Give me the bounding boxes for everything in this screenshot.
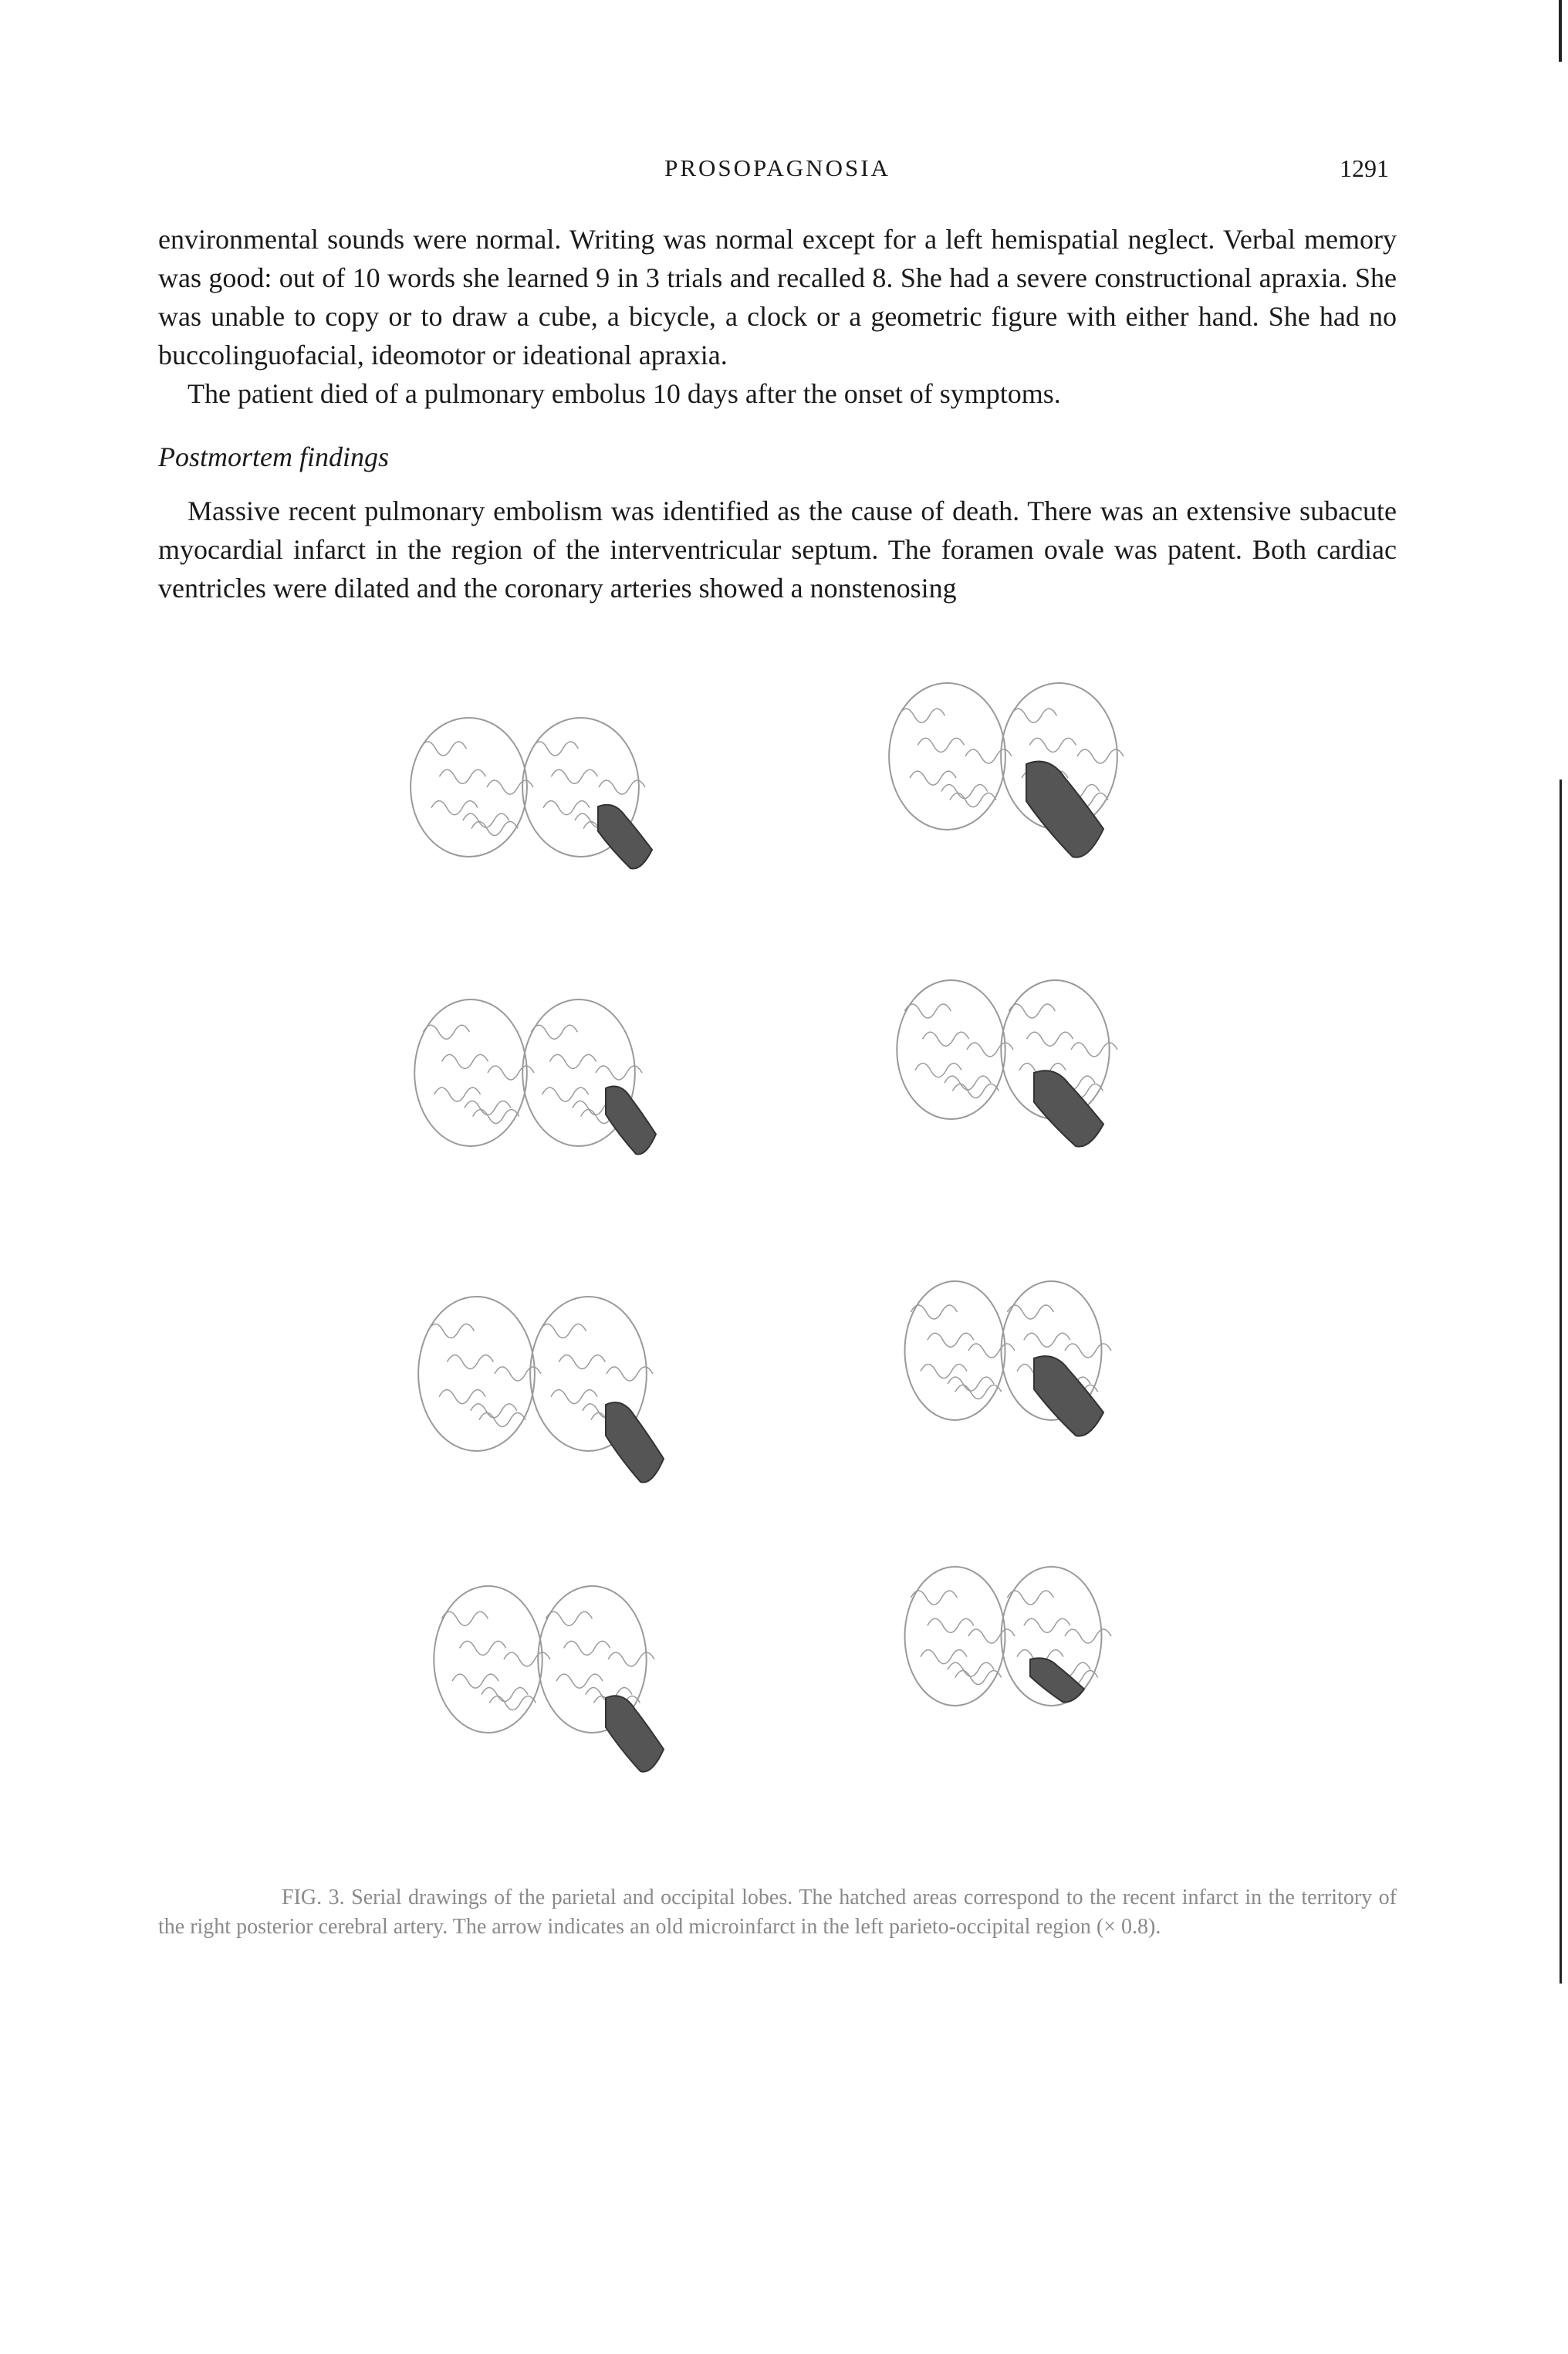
gyrus-contour (967, 1043, 1013, 1057)
brain-section-3 (414, 999, 656, 1155)
gyrus-contour (968, 1629, 1015, 1643)
gyrus-contour (928, 1618, 974, 1632)
gyrus-contour (423, 1025, 469, 1039)
gyrus-contour (948, 1662, 994, 1676)
gyrus-contour (434, 1087, 481, 1101)
gyrus-contour (531, 1025, 577, 1039)
gyrus-contour (921, 1650, 967, 1664)
brain-section-4 (897, 980, 1117, 1147)
gyrus-contour (463, 813, 509, 827)
gyrus-contour (608, 1652, 654, 1666)
gyrus-contour (439, 769, 485, 783)
gyrus-contour (1029, 738, 1076, 752)
section-heading: Postmortem findings (158, 441, 390, 472)
left-hemisphere-outline (418, 1297, 535, 1451)
gyrus-contour (928, 1333, 974, 1347)
gyrus-contour (1010, 709, 1056, 722)
gyrus-contour (504, 1652, 550, 1666)
gyrus-contour (431, 801, 478, 815)
gyrus-contour (911, 1305, 957, 1319)
gyrus-contour (1007, 1305, 1053, 1319)
gyrus-contour (543, 801, 590, 815)
infarct-area (1034, 1356, 1103, 1436)
gyrus-contour (1065, 1629, 1111, 1643)
gyrus-contour (968, 1344, 1015, 1358)
infarct-area (598, 805, 652, 869)
gyrus-contour (1071, 1043, 1117, 1057)
gyrus-contour (950, 793, 996, 807)
gyrus-contour (945, 1076, 991, 1090)
gyrus-contour (546, 1612, 592, 1625)
gyrus-contour (564, 1641, 610, 1655)
figure-caption: FIG. 3. Serial drawings of the parietal and occipital lobes. The hatched areas correspond to the recent infarct in the territory of the right posterior cerebral artery. The arrow indicates an old microinfarct in the left parieto-occipital region (× 0.8). (158, 1886, 1397, 1939)
gyrus-contour (941, 785, 988, 799)
gyrus-contour (452, 1674, 498, 1688)
gyrus-contour (948, 1377, 994, 1391)
gyrus-contour (1009, 1004, 1055, 1018)
brain-section-5 (418, 1297, 664, 1483)
brain-section-figure (293, 641, 1281, 2354)
gyrus-contour (917, 738, 964, 752)
scan-edge-mark (1560, 780, 1562, 1984)
gyrus-contour (556, 1674, 603, 1688)
gyrus-contour (551, 769, 597, 783)
left-hemisphere-outline (897, 980, 1005, 1119)
gyrus-contour (539, 1324, 586, 1338)
gyrus-contour (550, 1054, 596, 1068)
gyrus-contour (898, 709, 945, 722)
gyrus-contour (471, 822, 518, 836)
body-text (158, 220, 1397, 607)
infarct-area (1030, 1658, 1084, 1702)
gyrus-contour (910, 771, 956, 785)
gyrus-contour (482, 1688, 528, 1702)
gyrus-contour (427, 1324, 474, 1338)
gyrus-contour (479, 1412, 525, 1426)
paragraph: Massive recent pulmonary embolism was identified as the cause of death. There was an extensive subacute myocardial infarct in the region of the interventricular septum. The foramen ovale was patent. Both cardiac ventricles were dilated and the coronary arteries showed a nonstenosing (158, 495, 1397, 604)
gyrus-contour (532, 742, 578, 756)
paragraph: environmental sounds were normal. Writing was normal except for a left hemispatial neglect. Verbal memory was good: out of 10 words she learned 9 in 3 trials and recalled 8. She had a severe constructional apraxia. She was unable to copy or to draw a cube, a bicycle, a clock or a geometric figure with either hand. She had no buccolinguofacial, ideomotor or ideational apraxia. (158, 224, 1397, 370)
left-hemisphere-outline (905, 1567, 1005, 1706)
page-header (158, 154, 1397, 185)
gyrus-contour (1027, 1032, 1073, 1046)
gyrus-contour (923, 1032, 969, 1046)
gyrus-contour (911, 1591, 957, 1605)
gyrus-contour (465, 1101, 511, 1115)
gyrus-contour (904, 1004, 951, 1018)
gyrus-contour (447, 1355, 493, 1369)
brain-section-2 (889, 683, 1124, 857)
gyrus-contour (1065, 1344, 1111, 1358)
gyrus-contour (420, 742, 466, 756)
infarct-area (1026, 762, 1103, 857)
left-hemisphere-outline (889, 683, 1005, 830)
gyrus-contour (471, 1404, 517, 1418)
left-hemisphere-outline (414, 999, 527, 1146)
brain-section-6 (905, 1281, 1112, 1436)
scan-edge-mark (1559, 0, 1562, 62)
gyrus-contour (915, 1064, 961, 1077)
gyrus-contour (1024, 1333, 1070, 1347)
brain-drawings (293, 641, 1281, 1875)
infarct-area (606, 1402, 664, 1482)
paragraph: The patient died of a pulmonary embolus 10 days after the onset of symptoms. (188, 378, 1061, 409)
gyrus-contour (439, 1390, 485, 1404)
left-hemisphere-outline (411, 718, 527, 857)
running-title: PROSOPAGNOSIA (664, 154, 890, 181)
gyrus-contour (460, 1641, 506, 1655)
gyrus-contour (559, 1355, 605, 1369)
gyrus-contour (1024, 1618, 1070, 1632)
brain-section-7 (434, 1586, 664, 1772)
gyrus-contour (542, 1087, 589, 1101)
gyrus-contour (441, 1612, 488, 1625)
infarct-area (606, 1696, 664, 1771)
infarct-area (606, 1087, 656, 1155)
page-number: 1291 (1340, 154, 1389, 182)
gyrus-contour (442, 1054, 488, 1068)
gyrus-contour (1007, 1591, 1053, 1605)
infarct-area (1034, 1070, 1103, 1146)
brain-section-1 (411, 718, 652, 869)
left-hemisphere-outline (905, 1281, 1005, 1420)
gyrus-contour (921, 1365, 967, 1378)
brain-section-8 (905, 1567, 1112, 1706)
gyrus-contour (551, 1390, 597, 1404)
left-hemisphere-outline (434, 1586, 542, 1733)
